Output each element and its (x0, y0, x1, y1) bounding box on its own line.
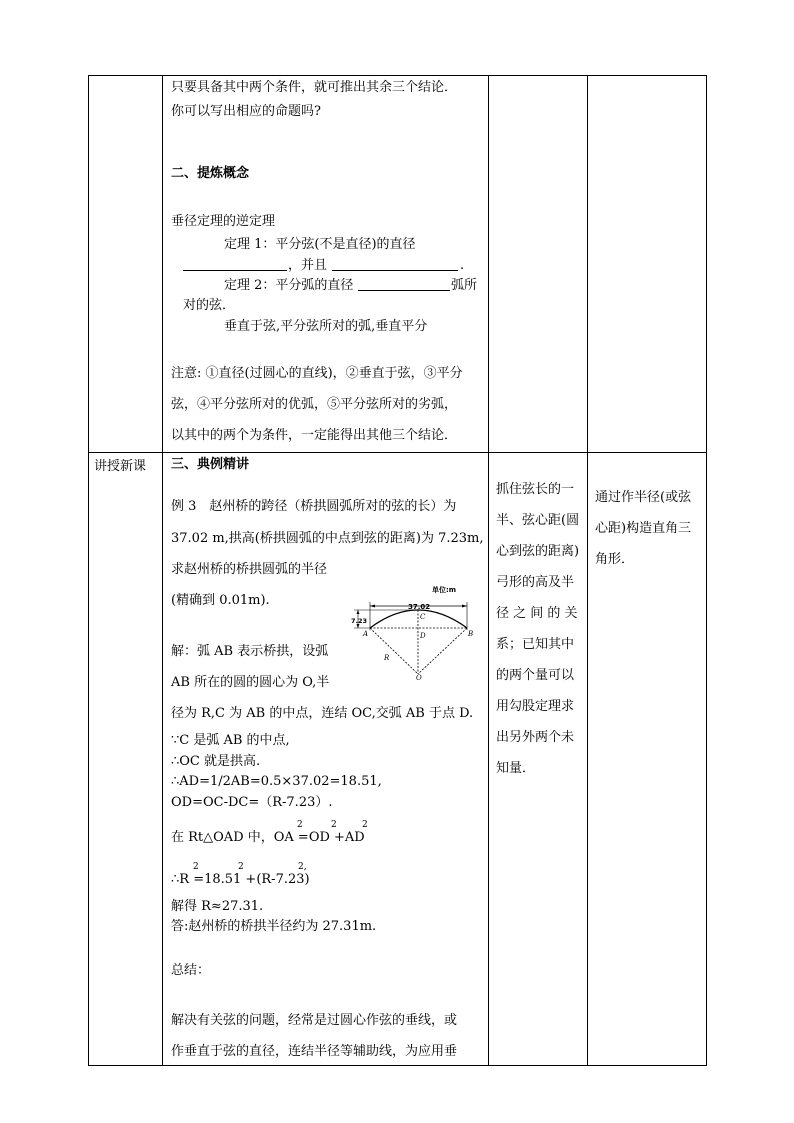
theorem1-joiner: ，并且 (288, 258, 328, 273)
theorem1-text: 定理 1：平分弦(不是直径)的直径 (224, 237, 416, 252)
point-label-b: B (468, 630, 474, 638)
answer-line: 垂直于弦,平分弦所对的弧,垂直平分 (224, 319, 428, 334)
answer-statement: 答:赵州桥的桥拱半径约为 27.31m. (171, 919, 377, 934)
point-label-a: A (363, 630, 369, 638)
col-border-right (706, 75, 707, 1066)
solution-line-7: OD=OC-DC=（R-7.23）. (171, 795, 333, 810)
student-line-4: 弓形的高及半 (496, 575, 575, 590)
intent-line-2: 心距)构造直角三 (595, 521, 692, 536)
superscript-bracket: 2, (298, 862, 307, 872)
superscript-1851: 2 (238, 862, 244, 872)
superscript-r: 2 (193, 862, 199, 872)
blank-line-3 (358, 290, 450, 291)
student-line-7: 的两个量可以 (496, 668, 575, 683)
solution-line-4: ∵C 是弧 AB 的中点, (171, 733, 290, 748)
radius-oa (370, 628, 418, 674)
section-heading-3: 三、典例精讲 (171, 457, 250, 472)
converse-title: 垂径定理的逆定理 (171, 214, 276, 229)
theorem2-text: 定理 2：平分弧的直径 (224, 278, 354, 293)
summary-line-1: 解决有关弦的问题，经常是过圆心作弦的垂线，或 (171, 1013, 458, 1028)
student-line-5: 径 之 间 的 关 (496, 606, 578, 621)
example-line-2: 37.02 m,拱高(桥拱圆弧的中点到弦的距离)为 7.23m, (171, 531, 484, 546)
theorem1-end: . (460, 258, 465, 273)
point-label-c: C (420, 613, 426, 621)
point-label-o: O (416, 674, 422, 680)
note-line-3: 以其中的两个为条件，一定能得出其他三个结论． (171, 428, 458, 443)
theorem2-cont: 对的弦． (183, 298, 236, 313)
solution-line-1: 解：弧 AB 表示桥拱，设弧 (171, 644, 329, 659)
table-top-border (88, 75, 707, 76)
height-value-label: 7.23 (351, 617, 368, 625)
row1-line-1: 只要具备其中两个条件，就可推出其余三个结论． (171, 80, 458, 95)
arch-arc (370, 610, 467, 628)
student-line-9: 出另外两个未 (496, 730, 575, 745)
stage-label: 讲授新课 (94, 459, 147, 474)
solution-line-3: 径为 R,C 为 AB 的中点，连结 OC,交弧 AB 于点 D. (171, 706, 474, 721)
span-arrow-left (370, 605, 375, 608)
student-line-10: 知量． (496, 761, 536, 776)
intent-line-3: 角形． (595, 552, 635, 567)
intent-line-1: 通过作半径(或弦 (595, 490, 692, 505)
height-arrow-top (357, 610, 360, 614)
radius-label-r: R (384, 654, 390, 662)
bridge-arch-figure (346, 578, 476, 680)
student-line-2: 半、弦心距(圆 (496, 513, 580, 528)
superscript-ad: 2 (362, 820, 368, 830)
rt-triangle-line: 在 Rt△OAD 中，OA =OD +AD (171, 830, 365, 845)
example-line-3: 求赵州桥的桥拱圆弧的半径 (171, 562, 328, 577)
superscript-od: 2 (331, 820, 337, 830)
summary-line-2: 作垂直于弦的直径，连结半径等辅助线，为应用垂 (171, 1044, 458, 1059)
span-arrow-right (462, 605, 467, 608)
student-line-3: 心到弦的距离) (496, 544, 580, 559)
superscript-oa: 2 (297, 820, 303, 830)
solve-line: 解得 R≈27.31. (171, 899, 264, 914)
col-border-student (587, 75, 588, 1066)
note-line-1: 注意: ①直径(过圆心的直线)，②垂直于弦，③平分 (171, 366, 463, 381)
example-line-1: 例 3 赵州桥的跨径（桥拱圆弧所对的弦的长）为 (171, 499, 457, 514)
student-line-6: 系；已知其中 (496, 637, 575, 652)
note-line-2: 弦，④平分弦所对的优弧，⑤平分弦所对的劣弧， (171, 397, 458, 412)
solution-line-2: AB 所在的圆的圆心为 O,半 (171, 675, 330, 690)
row1-line-2: 你可以写出相应的命题吗? (171, 104, 321, 119)
blank-line-1 (183, 270, 287, 271)
col-border-left (88, 75, 89, 1066)
section-heading-2: 二、提炼概念 (171, 166, 250, 181)
point-label-d: D (420, 632, 426, 640)
col-border-stage (162, 75, 163, 1066)
student-line-1: 抓住弦长的一 (496, 482, 575, 497)
span-value-label: 37.02 (408, 603, 431, 611)
solution-line-5: ∴OC 就是拱高. (171, 754, 261, 769)
theorem2-tail: 弧所 (451, 278, 478, 293)
unit-label: 单位:m (432, 586, 457, 594)
equation-line: ∴R =18.51 +(R-7.23) (171, 872, 310, 887)
student-line-8: 用勾股定理求 (496, 699, 575, 714)
solution-line-6: ∴AD=1/2AB=0.5×37.02=18.51, (171, 774, 382, 789)
example-line-4: (精确到 0.01m). (171, 593, 270, 608)
summary-title: 总结： (171, 963, 211, 978)
col-border-content (488, 75, 489, 1066)
blank-line-2 (332, 270, 458, 271)
row-divider (88, 452, 707, 453)
table-bottom-border (88, 1065, 707, 1066)
